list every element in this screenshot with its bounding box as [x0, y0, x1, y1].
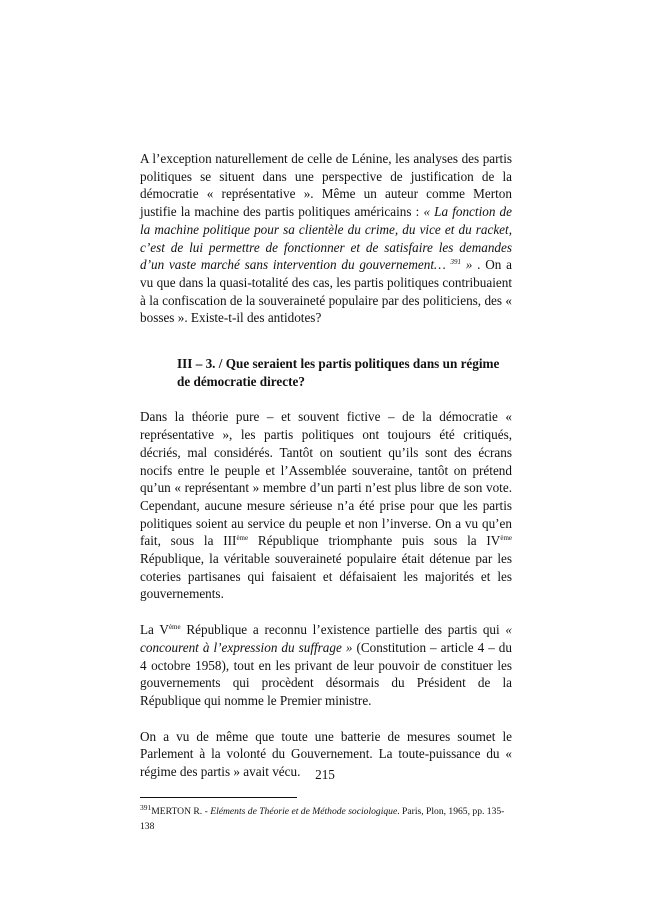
- footnote-number: 391: [140, 802, 152, 812]
- ordinal-suffix: ème: [236, 534, 249, 543]
- paragraph-text: A l’exception naturellement de celle de Lénine, les analyses des partis politiques se situent dans une perspective de justification de la démocratie « représentative ». Même un auteur comme Merton justifie la machine des partis politiques américains :: [140, 151, 512, 220]
- footnote-author: MERTON R. -: [151, 805, 211, 817]
- paragraph-text: (Constitution – article 4 – du 4 octobre 1958), tout en les privant de leur pouvoir de constituer les gouvernements qui procèdent désormais du Président de la République qui nomme le Premier ministre.: [140, 639, 512, 708]
- page-body: [140, 150, 512, 834]
- footnote-divider: [140, 797, 297, 798]
- paragraph-parliament: On a vu de même que toute une batterie de mesures soumet le Parlement à la volonté du Gouvernement. La toute-puissance du « régime des partis » avait vécu.: [140, 728, 512, 780]
- paragraph-text: République, la véritable souveraineté populaire était détenue par les coteries partisanes qui faisaient et défaisaient les majorités et les gouvernements.: [140, 551, 512, 602]
- paragraph-text: République triomphante puis sous la IV: [248, 533, 501, 549]
- footnote-title: Eléments de Théorie et de Méthode sociologique: [210, 805, 398, 817]
- footnote: [140, 804, 512, 834]
- paragraph-theory: [140, 408, 512, 603]
- paragraph-text: République a reconnu l’existence partielle des partis qui: [180, 622, 506, 638]
- paragraph-text: Dans la théorie pure – et souvent fictive – de la démocratie « représentative », les partis politiques ont toujours été critiqués, décriés, mal considérés. Tantôt on soutient qu’ils sont des écrans nocifs entre le peuple et l’Assemblée souveraine, tantôt on prétend qu’un « représentant » membre d’un parti n’est plus libre de son vote. Cependant, aucune mesure sérieuse n’a été prise pour que les partis politiques soient au service du peuple et non l’inverse. On a vu qu’en fait, sous la III: [140, 409, 512, 549]
- ordinal-suffix: ème: [168, 623, 181, 632]
- quote-close: »: [461, 257, 473, 273]
- constitution-quote: « concourent à l’expression du suffrage »: [140, 622, 512, 655]
- paragraph-fifth-republic: [140, 621, 512, 710]
- section-heading: III – 3. / Que seraient les partis politiques dans un régime de démocratie directe?: [177, 356, 500, 389]
- paragraph-intro: [140, 150, 512, 327]
- footnote-details: . Paris, Plon, 1965, pp. 135-138: [140, 805, 505, 832]
- page-number: 215: [315, 767, 335, 782]
- paragraph-text: . On a vu que dans la quasi-totalité des cas, les partis politiques contribuaient à la confiscation de la souveraineté populaire par des politiciens, des « bosses ». Existe-t-il des antidotes?: [140, 257, 512, 326]
- footnote-reference[interactable]: 391: [450, 258, 462, 267]
- ordinal-suffix: ème: [500, 534, 513, 543]
- quote-text: « La fonction de la machine politique pour sa clientèle du crime, du vice et du racket, c’est de lui permettre de fonctionner et de satisfaire les demandes d’un vaste marché sans intervention du gouvernement…: [140, 204, 512, 273]
- paragraph-text: La V: [140, 622, 169, 638]
